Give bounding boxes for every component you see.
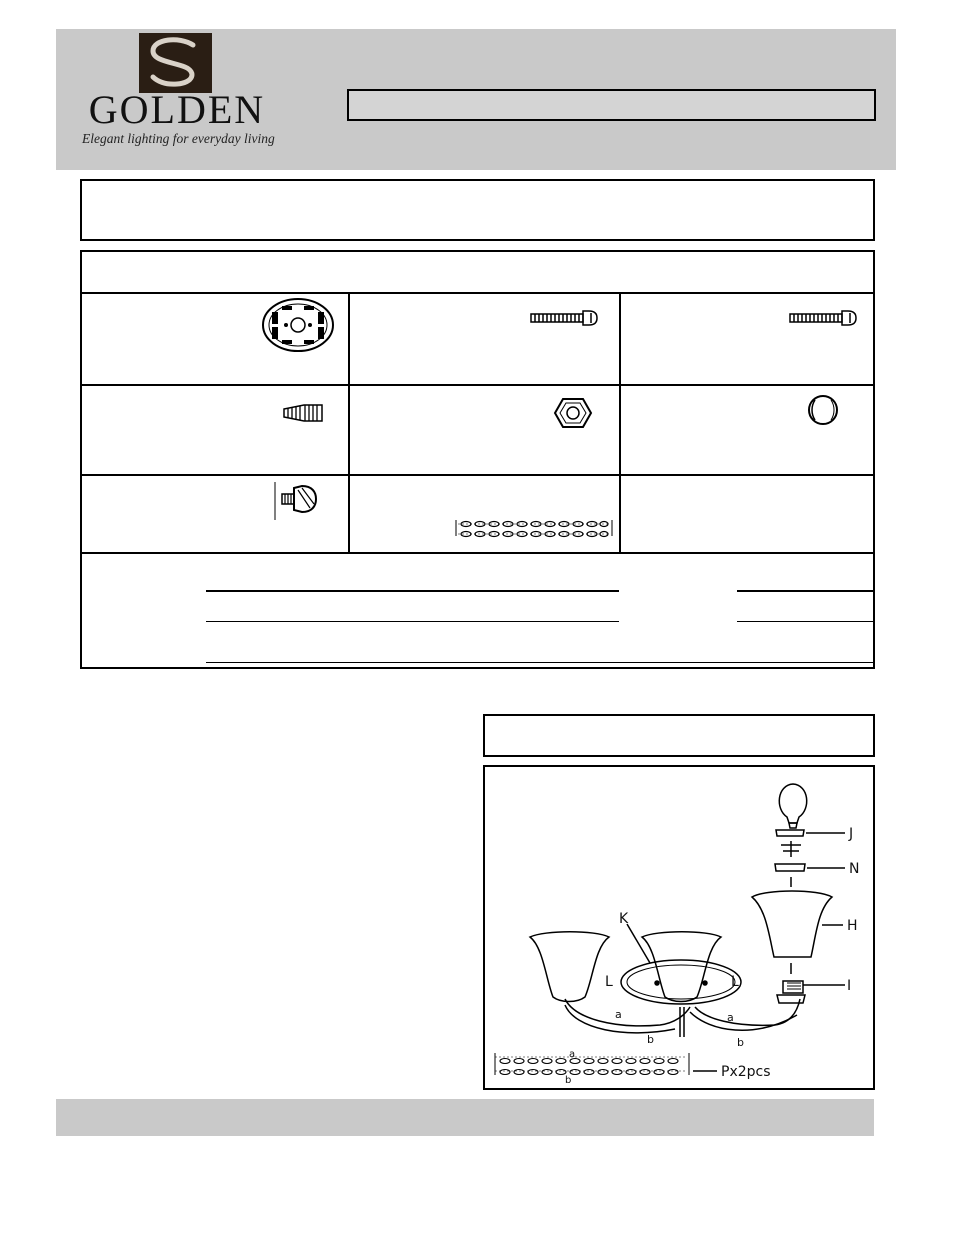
form-line xyxy=(206,662,873,663)
label-p: Px2pcs xyxy=(721,1064,771,1080)
parts-grid-line xyxy=(82,474,873,476)
diagram-title-box xyxy=(483,714,875,757)
label-j: J xyxy=(849,826,854,842)
socket-ring-j-icon xyxy=(776,830,804,836)
label-b-left: b xyxy=(647,1033,654,1046)
label-chain-a: a xyxy=(569,1049,576,1060)
ring-n-icon xyxy=(775,864,805,871)
label-n: N xyxy=(849,861,860,877)
parts-grid-line xyxy=(82,292,873,294)
ball-knob-icon xyxy=(806,394,840,426)
label-a-right: a xyxy=(727,1011,734,1024)
footer-band xyxy=(56,1099,874,1136)
parts-list-box xyxy=(80,250,875,669)
form-line xyxy=(206,621,619,622)
label-k: K xyxy=(619,911,629,927)
form-line xyxy=(737,621,873,622)
glass-shade-icon xyxy=(530,932,609,1002)
light-bulb-icon xyxy=(779,784,806,828)
brand-logo xyxy=(82,32,275,162)
parts-grid-line xyxy=(82,384,873,386)
backplate-k-icon xyxy=(621,960,741,1004)
parts-grid-line xyxy=(619,292,621,553)
brand-name: GOLDEN xyxy=(88,87,266,132)
assembly-diagram xyxy=(483,765,875,1090)
glass-shade-icon xyxy=(642,932,721,1002)
form-line xyxy=(206,590,619,592)
label-h: H xyxy=(847,918,858,934)
glass-shade-h-icon xyxy=(752,891,832,957)
brand-tagline: Elegant lighting for everyday living xyxy=(82,131,275,146)
label-l-right: L xyxy=(731,974,739,990)
intro-text-box xyxy=(80,179,875,241)
label-a-left: a xyxy=(615,1008,622,1021)
label-b-right: b xyxy=(737,1036,744,1049)
parts-grid-line xyxy=(82,552,873,554)
parts-grid-line xyxy=(348,292,350,553)
wire-nut-icon xyxy=(282,402,324,424)
assembly-drawing xyxy=(485,767,873,1088)
mounting-plate-icon xyxy=(260,296,336,354)
label-chain-b: b xyxy=(565,1075,572,1086)
label-l-left: L xyxy=(605,974,613,990)
form-line xyxy=(737,590,873,592)
label-i: I xyxy=(847,978,852,994)
hex-nut-icon xyxy=(553,397,593,429)
document-title-box xyxy=(347,89,876,121)
ground-screw-icon xyxy=(272,480,322,522)
long-screw-icon xyxy=(788,308,858,328)
long-screw-icon xyxy=(529,308,599,328)
chain-icon xyxy=(454,516,614,540)
s-monogram-logo-icon xyxy=(139,33,212,93)
